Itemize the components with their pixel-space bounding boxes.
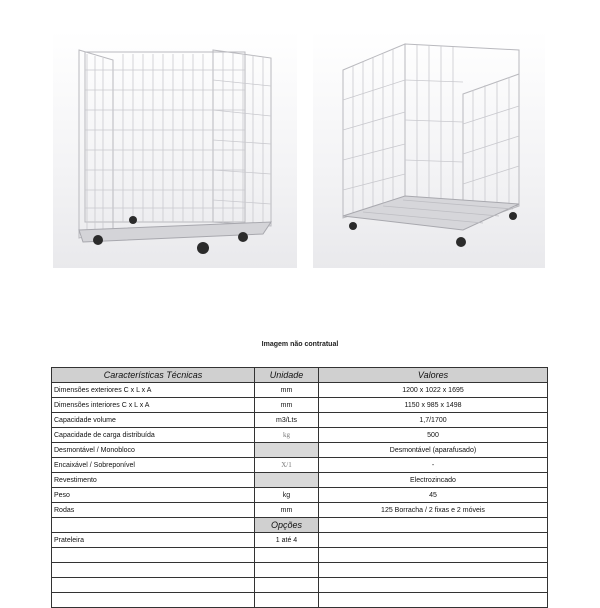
option-unit	[255, 548, 319, 563]
option-label	[52, 548, 255, 563]
spec-value: 500	[319, 428, 548, 443]
table-row	[52, 488, 548, 503]
table-row	[52, 398, 548, 413]
table-row	[52, 383, 548, 398]
spec-label: Peso	[52, 488, 255, 503]
spec-label: Encaixável / Sobreponível	[52, 458, 255, 473]
table-row	[52, 428, 548, 443]
spec-unit: mm	[255, 503, 319, 518]
option-row	[52, 593, 548, 608]
table-row	[52, 443, 548, 458]
header-characteristics: Características Técnicas	[52, 368, 255, 383]
spec-value: Desmontável (aparafusado)	[319, 443, 548, 458]
option-value	[319, 578, 548, 593]
option-value	[319, 563, 548, 578]
header-unit: Unidade	[255, 368, 319, 383]
option-value	[319, 533, 548, 548]
spec-value: 1150 x 985 x 1498	[319, 398, 548, 413]
spec-unit: kg	[255, 428, 319, 443]
table-row	[52, 413, 548, 428]
spec-value: 1,7/1700	[319, 413, 548, 428]
option-row	[52, 578, 548, 593]
spec-unit	[255, 473, 319, 488]
spec-unit: mm	[255, 383, 319, 398]
spec-label: Dimensões interiores C x L x A	[52, 398, 255, 413]
roll-container-front-illustration	[53, 30, 297, 268]
spec-label: Desmontável / Monobloco	[52, 443, 255, 458]
header-values: Valores	[319, 368, 548, 383]
option-row	[52, 548, 548, 563]
option-label	[52, 578, 255, 593]
option-label: Prateleira	[52, 533, 255, 548]
option-value	[319, 593, 548, 608]
table-row	[52, 458, 548, 473]
product-photo-angled	[313, 30, 545, 268]
options-header-row	[52, 518, 548, 533]
table-header-row	[52, 368, 548, 383]
spec-value: 1200 x 1022 x 1695	[319, 383, 548, 398]
option-label	[52, 593, 255, 608]
spec-unit: kg	[255, 488, 319, 503]
spec-unit: X/1	[255, 458, 319, 473]
spec-value: 45	[319, 488, 548, 503]
option-unit	[255, 578, 319, 593]
options-header-blank	[319, 518, 548, 533]
spec-value: Electrozincado	[319, 473, 548, 488]
spec-label: Capacidade de carga distribuída	[52, 428, 255, 443]
option-value	[319, 548, 548, 563]
spec-value: 125 Borracha / 2 fixas e 2 móveis	[319, 503, 548, 518]
image-disclaimer: Imagem não contratual	[261, 341, 339, 348]
options-header: Opções	[255, 518, 319, 533]
spec-unit: m3/Lts	[255, 413, 319, 428]
options-header-blank	[52, 518, 255, 533]
spec-unit: mm	[255, 398, 319, 413]
specs-body	[52, 383, 548, 608]
spec-value: -	[319, 458, 548, 473]
table-row	[52, 473, 548, 488]
option-unit	[255, 593, 319, 608]
option-row	[52, 533, 548, 548]
spec-label: Rodas	[52, 503, 255, 518]
option-label	[52, 563, 255, 578]
roll-container-angled-illustration	[313, 30, 545, 268]
spec-label: Revestimento	[52, 473, 255, 488]
product-photo-front	[53, 30, 297, 268]
spec-label: Dimensões exteriores C x L x A	[52, 383, 255, 398]
table-row	[52, 503, 548, 518]
technical-specs-table	[51, 367, 548, 608]
spec-unit	[255, 443, 319, 458]
option-unit	[255, 563, 319, 578]
option-unit: 1 até 4	[255, 533, 319, 548]
option-row	[52, 563, 548, 578]
spec-label: Capacidade volume	[52, 413, 255, 428]
